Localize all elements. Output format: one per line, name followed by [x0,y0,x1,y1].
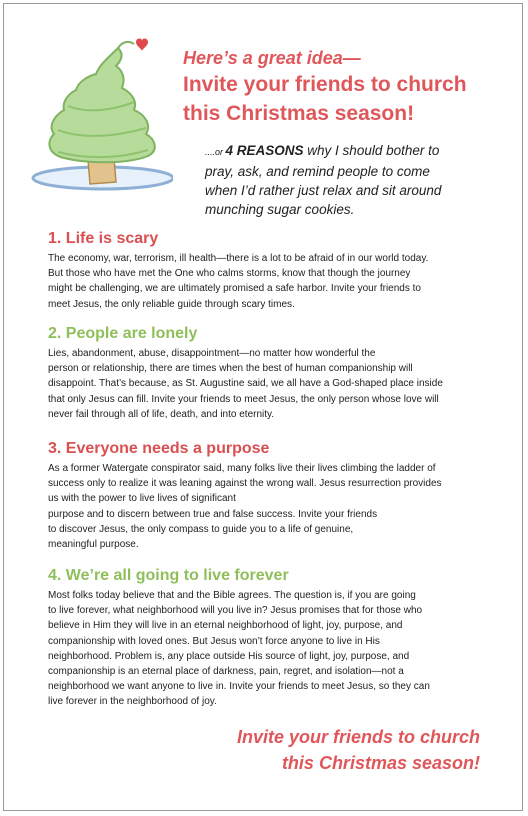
section-heading: 2. People are lonely [48,325,198,342]
section-life-is-scary [48,230,488,312]
body-line: Most folks today believe that and the Bible agrees. The question is, if you are going [48,590,416,601]
body-line: to discover Jesus, the only compass to guide you to a life of genuine, [48,523,354,535]
intro-text [205,141,505,219]
section-heading: 3. Everyone needs a purpose [48,440,270,457]
body-line: that only Jesus can fill. Invite your friends to meet Jesus, the only person whose love will [48,393,439,405]
section-live-forever [48,567,488,710]
section-body [48,588,488,710]
intro-line-2: pray, ask, and remind people to come [205,164,430,179]
intro-emphasis: 4 REASONS [225,143,304,158]
section-body [48,346,488,422]
title-line-1: Invite your friends to church [183,73,467,96]
body-line: believe in Him they will live in an eternal neighborhood of light, joy, purpose, and [48,620,403,632]
body-line: companionship is an eternal place of darkness, pain, regret, and isolation—not a [48,666,404,678]
body-line: But those who have met the One who calms storms, know that though the journey [48,268,411,280]
closing-line-2: this Christmas season! [281,753,480,773]
body-line: might be challenging, we are ultimately promised a safe harbor. Invite your friends to [48,283,421,295]
body-line: disappoint. That’s because, as St. Augustine said, we all have a God-shaped place inside [48,378,443,390]
section-body [48,461,488,552]
body-line: purpose and to discern between true and false success. Invite your friends [48,508,378,520]
body-line: As a former Watergate conspirator said, many folks live their lives climbing the ladder of [48,463,436,474]
tagline: Here’s a great idea— [183,48,361,68]
section-everyone-needs-a-purpose [48,440,488,552]
body-line: The economy, war, terrorism, ill health—there is a lot to be afraid of in our world today. [48,253,429,264]
page-title [183,70,513,128]
body-line: to live forever, what neighborhood will you live in? Jesus promises that for those who [48,605,423,617]
closing-line-1: Invite your friends to church [236,727,480,747]
closing-callout [237,724,480,776]
intro-prefix: ....or [205,147,226,157]
body-line: never fail through all of life, death, and into eternity. [48,408,275,420]
christmas-tree-illustration [18,30,173,200]
intro-line-3: when I’d rather just relax and sit around [205,183,442,198]
body-line: us with the power to live lives of significant [48,493,236,505]
section-heading: 1. Life is scary [48,230,159,247]
body-line: meaningful purpose. [48,539,139,551]
body-line: meet Jesus, the only reliable guide through scary times. [48,298,295,310]
section-people-are-lonely [48,325,488,422]
body-line: success only to realize it was leaning against the wrong wall. Jesus resurrection provides [48,478,442,490]
body-line: neighborhood we want anyone to live in. Invite your friends to meet Jesus, so they can [48,681,430,693]
intro-line-4: munching sugar cookies. [205,202,355,217]
section-body [48,251,488,312]
body-line: companionship with loved ones. But Jesus won’t force anyone to live in His [48,635,380,647]
section-heading: 4. We’re all going to live forever [48,567,289,584]
intro-line-1-rest: why I should bother to [303,143,440,158]
body-line: Lies, abandonment, abuse, disappointment—no matter how wonderful the [48,348,376,359]
body-line: neighborhood. Problem is, any place outside His source of light, joy, purpose, and [48,650,410,662]
title-line-2: this Christmas season! [183,102,415,125]
body-line: person or relationship, there are times when the best of human companionship will [48,363,413,375]
body-line: live forever in the neighborhood of joy. [48,696,217,708]
